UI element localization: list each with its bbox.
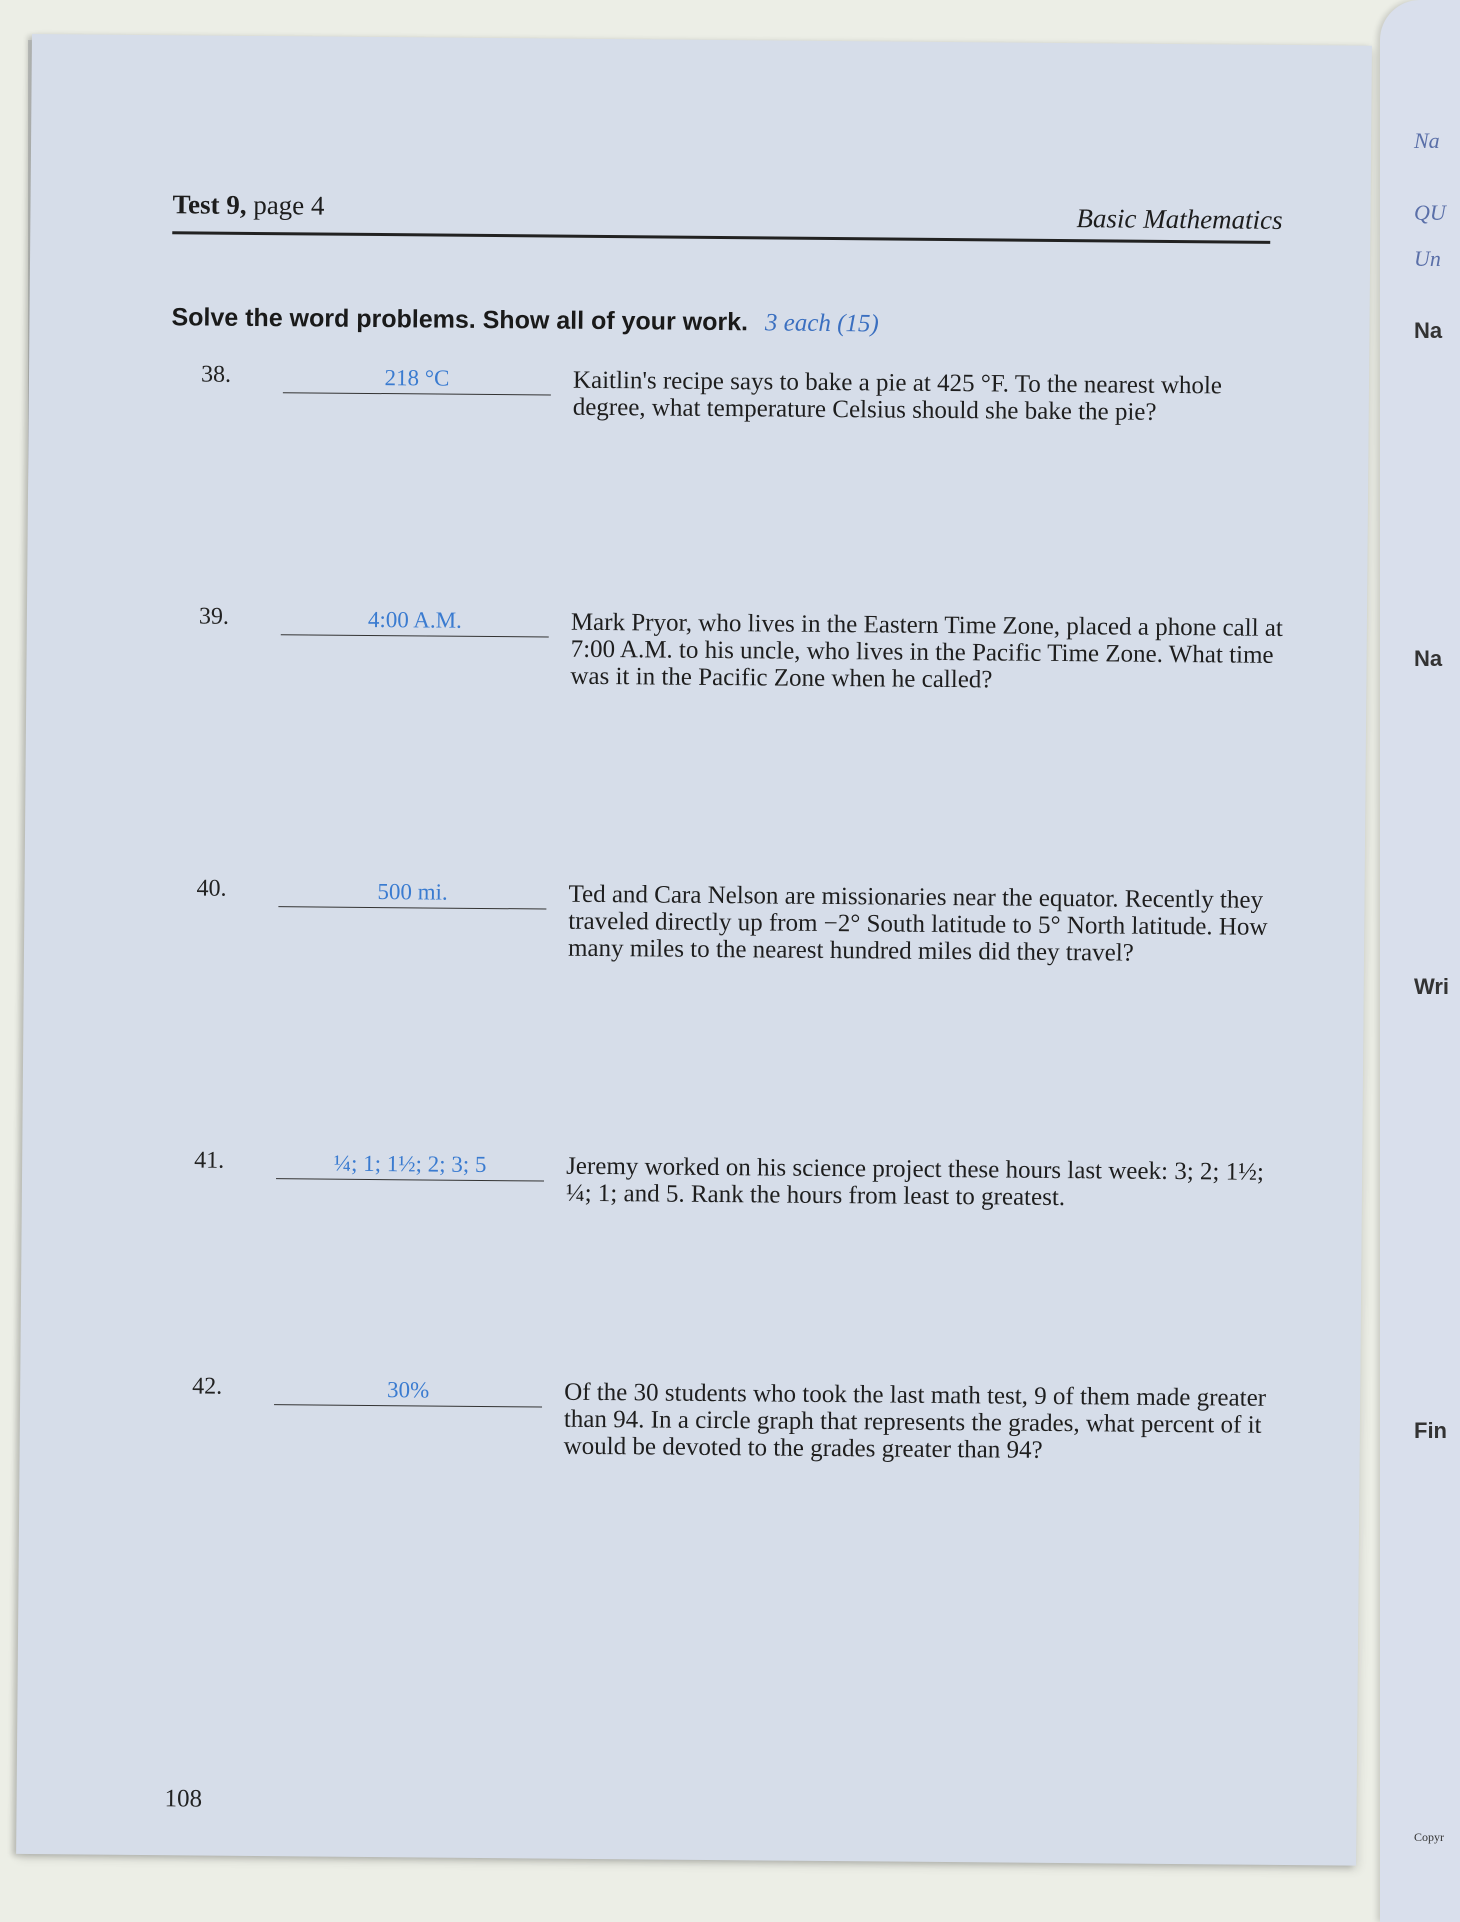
facing-page-label: Un: [1414, 246, 1441, 271]
answer-line[interactable]: [274, 1404, 542, 1407]
points-label: 3 each (15): [764, 309, 879, 338]
question-text: Kaitlin's recipe says to bake a pie at 425 °F. To the nearest whole degree, what temperature Celsius should she bake the pie?: [572, 366, 1223, 426]
test-label: Test 9,: [172, 189, 247, 220]
page-number: 108: [164, 1785, 203, 1813]
book-title: Basic Mathematics: [1076, 203, 1283, 235]
answer-text: 500 mi.: [377, 879, 448, 905]
facing-page-label: Wri: [1414, 974, 1450, 999]
facing-page-label: Na: [1414, 128, 1440, 153]
question-text: Mark Pryor, who lives in the Eastern Time Zone, placed a phone call at 7:00 A.M. to his uncle, who lives in the Pacific Time Zone. What time was it in the Pacific Zone when he called?: [570, 608, 1284, 694]
facing-page-label: Copyr: [1414, 1830, 1444, 1844]
problem-number: 40.: [196, 875, 227, 902]
answer-line[interactable]: [276, 1178, 544, 1181]
facing-page-label: Na: [1414, 646, 1443, 671]
instructions-text: Solve the word problems. Show all of your work.: [171, 303, 749, 337]
answer-line[interactable]: [281, 634, 549, 637]
answer-line[interactable]: [278, 906, 546, 909]
problem-number: 39.: [198, 603, 230, 630]
facing-page-label: QU: [1414, 200, 1446, 225]
worksheet-page: [16, 34, 1372, 1866]
question-text: Ted and Cara Nelson are missionaries near the equator. Recently they traveled directly up from −2° South latitude to 5° North latitude. How many miles to the nearest hundred miles did they travel?: [567, 880, 1268, 967]
problem-39: [169, 603, 1309, 694]
facing-page-label: Fin: [1414, 1418, 1447, 1443]
problem-41: [164, 1147, 1304, 1212]
page-label: page 4: [253, 189, 325, 221]
problem-40: [167, 875, 1307, 967]
question-text: Of the 30 students who took the last math test, 9 of them made greater than 94. In a circle graph that represents the grades, what percent of it would be devoted to the grades greater than 94?: [563, 1378, 1267, 1464]
problem-42: [162, 1373, 1302, 1464]
facing-page-edge: [1380, 0, 1460, 1922]
question-text: Jeremy worked on his science project these hours last week: 3; 2; 1½; ¼; 1; and 5. Rank the hours from least to greatest.: [565, 1152, 1264, 1212]
answer-text: 30%: [386, 1377, 430, 1403]
answer-text: ¼; 1; 1½; 2; 3; 5: [333, 1150, 487, 1178]
instructions: [171, 303, 879, 338]
facing-page-label: Na: [1414, 318, 1443, 343]
problem-number: 41.: [194, 1147, 225, 1174]
problem-number: 42.: [192, 1373, 223, 1400]
answer-text: 4:00 A.M.: [367, 606, 462, 633]
answer-line[interactable]: [283, 392, 551, 395]
problem-38: [171, 361, 1311, 426]
answer-text: 218 °C: [384, 365, 450, 391]
page-header-test: [172, 189, 324, 221]
problem-number: 38.: [200, 361, 232, 388]
